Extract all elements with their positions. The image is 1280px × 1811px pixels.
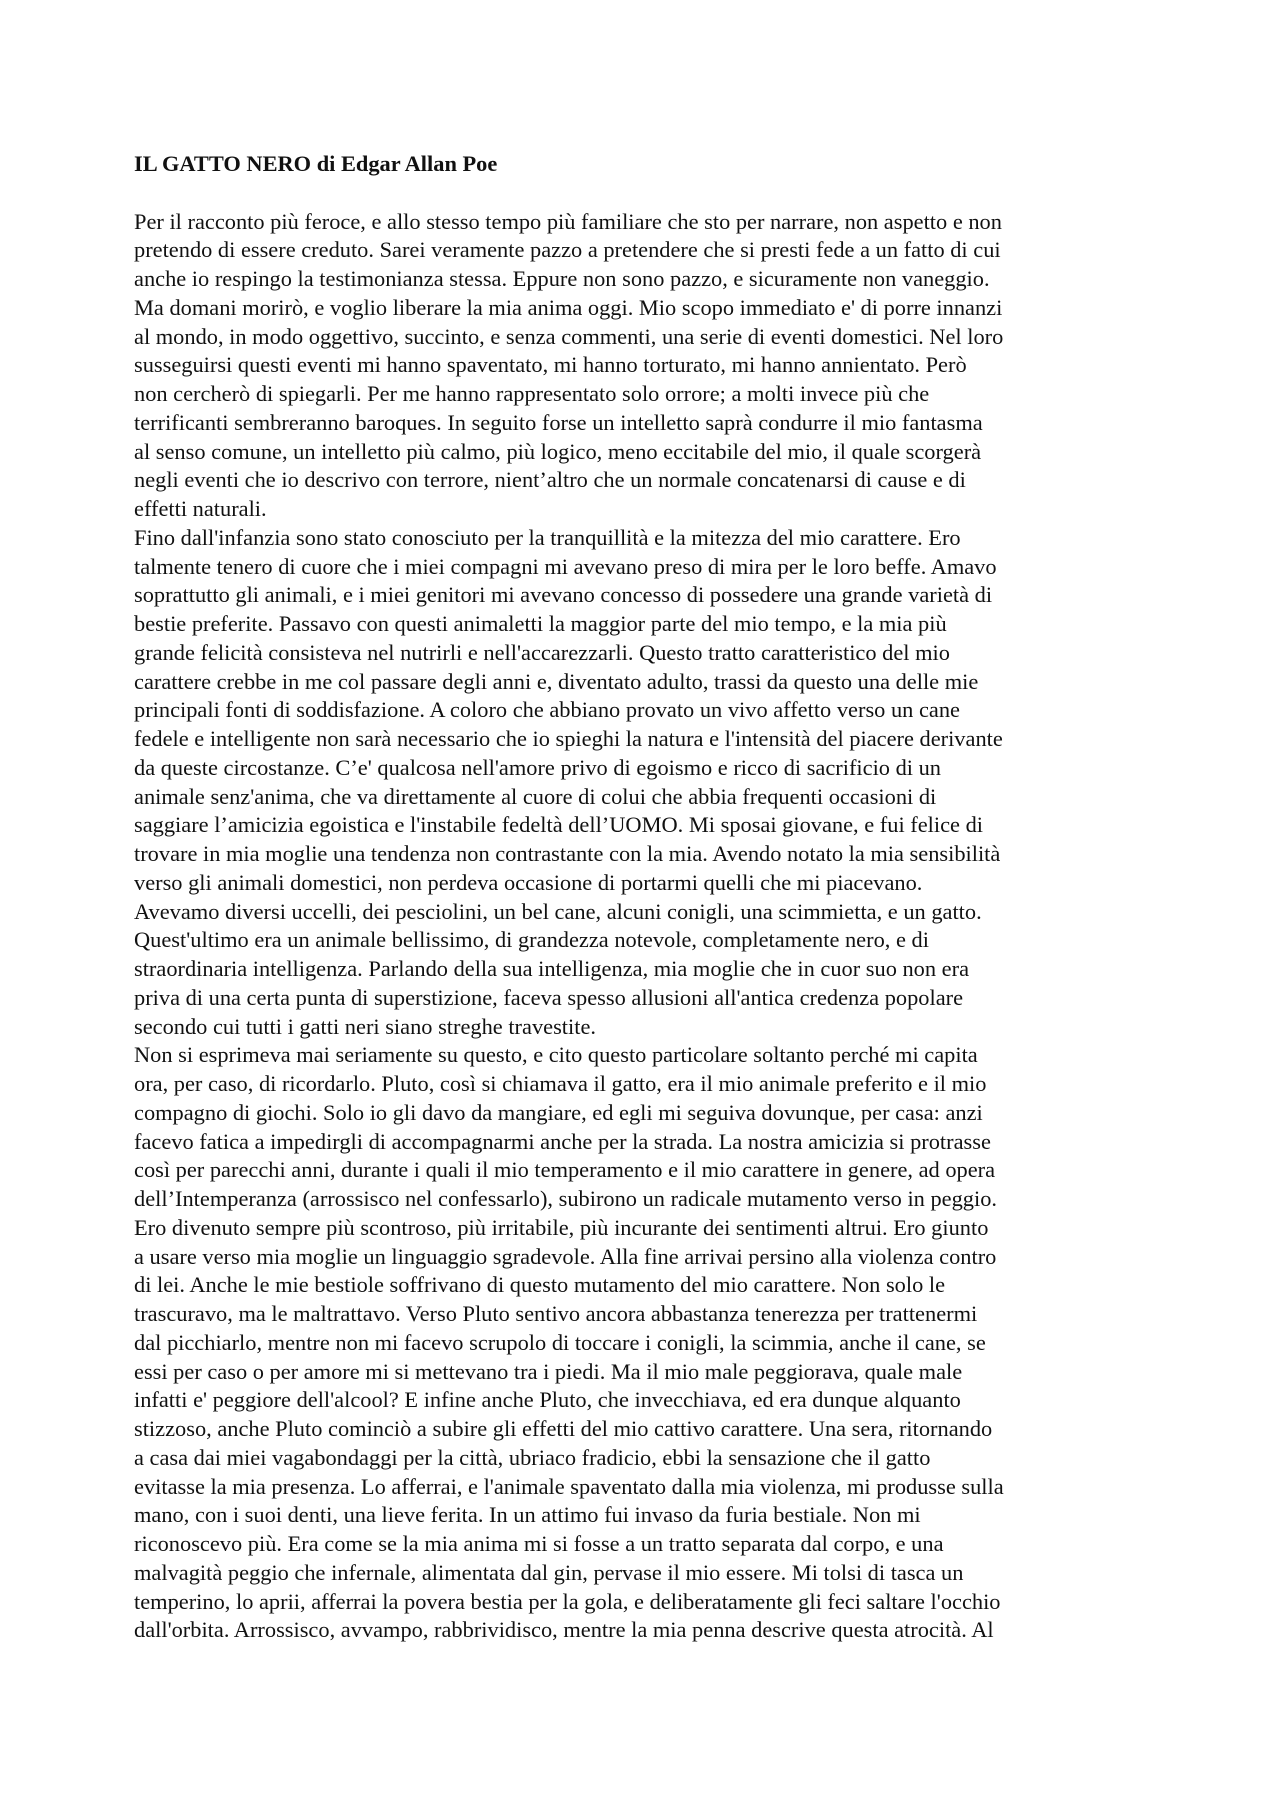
text-line: al mondo, in modo oggettivo, succinto, e senza commenti, una serie di eventi domestici. Nel loro	[134, 323, 1004, 349]
text-line: essi per caso o per amore mi si mettevano tra i piedi. Ma il mio male peggiorava, quale male	[134, 1358, 963, 1384]
text-line: secondo cui tutti i gatti neri siano streghe travestite.	[134, 1013, 596, 1039]
text-line: priva di una certa punta di superstizione, faceva spesso allusioni all'antica credenza popolare	[134, 984, 964, 1010]
text-line: soprattutto gli animali, e i miei genitori mi avevano concesso di possedere una grande varietà di	[134, 582, 993, 608]
text-line: facevo fatica a impedirgli di accompagnarmi anche per la strada. La nostra amicizia si protrasse	[134, 1128, 991, 1154]
text-line: negli eventi che io descrivo con terrore, nient’altro che un normale concatenarsi di cause e di	[134, 467, 966, 493]
text-line: bestie preferite. Passavo con questi animaletti la maggior parte del mio tempo, e la mia più	[134, 611, 947, 636]
text-line: infatti e' peggiore dell'alcool? E infine anche Pluto, che invecchiava, ed era dunque alquanto	[134, 1387, 961, 1413]
text-line: non cercherò di spiegarli. Per me hanno rappresentato solo orrore; a molti invece più che	[134, 381, 930, 406]
text-line: dall'orbita. Arrossisco, avvampo, rabbrividisco, mentre la mia penna descrive questa atrocità. Al	[134, 1617, 994, 1643]
text-line: fedele e intelligente non sarà necessario che io spieghi la natura e l'intensità del piacere derivante	[134, 726, 1003, 751]
text-line: verso gli animali domestici, non perdeva occasione di portarmi quelli che mi piacevano.	[134, 869, 923, 895]
document-page	[134, 150, 1152, 1645]
text-line: da queste circostanze. C’e' qualcosa nell'amore privo di egoismo e ricco di sacrificio di un	[134, 754, 942, 780]
text-line: saggiare l’amicizia egoistica e l'instabile fedeltà dell’UOMO. Mi sposai giovane, e fui felice di	[134, 812, 983, 838]
text-line: Ero divenuto sempre più scontroso, più irritabile, più incurante dei sentimenti altrui. Ero giunto	[134, 1214, 989, 1240]
text-line: riconoscevo più. Era come se la mia anima mi si fosse a un tratto separata dal corpo, e una	[134, 1531, 944, 1556]
text-line: di lei. Anche le mie bestiole soffrivano di questo mutamento del mio carattere. Non solo le	[134, 1272, 946, 1298]
text-line: talmente tenero di cuore che i miei compagni mi avevano preso di mira per le loro beffe. Amavo	[134, 553, 997, 579]
document-title: IL GATTO NERO di Edgar Allan Poe	[134, 151, 498, 176]
text-line: effetti naturali.	[134, 496, 267, 521]
text-line: a casa dai miei vagabondaggi per la città, ubriaco fradicio, ebbi la sensazione che il gatto	[134, 1444, 931, 1470]
document-body	[134, 208, 1152, 1646]
text-line: Non si esprimeva mai seriamente su questo, e cito questo particolare soltanto perché mi capita	[134, 1042, 978, 1068]
text-line: Ma domani morirò, e voglio liberare la mia anima oggi. Mio scopo immediato e' di porre innanzi	[134, 294, 1003, 320]
text-line: ora, per caso, di ricordarlo. Pluto, così si chiamava il gatto, era il mio animale preferito e il mio	[134, 1071, 987, 1096]
text-line: così per parecchi anni, durante i quali il mio temperamento e il mio carattere in genere, ad opera	[134, 1157, 996, 1183]
text-line: Quest'ultimo era un animale bellissimo, di grandezza notevole, completamente nero, e di	[134, 927, 929, 953]
text-line: dal picchiarlo, mentre non mi facevo scrupolo di toccare i conigli, la scimmia, anche il cane, se	[134, 1329, 986, 1355]
text-line: dell’Intemperanza (arrossisco nel confessarlo), subirono un radicale mutamento verso in peggio.	[134, 1186, 997, 1211]
text-line: Per il racconto più feroce, e allo stesso tempo più familiare che sto per narrare, non aspetto e non	[134, 208, 1002, 234]
text-line: compagno di giochi. Solo io gli davo da mangiare, ed egli mi seguiva dovunque, per casa: anzi	[134, 1099, 983, 1125]
text-line: susseguirsi questi eventi mi hanno spaventato, mi hanno torturato, mi hanno annientato. Però	[134, 352, 967, 378]
text-line: malvagità peggio che infernale, alimentata dal gin, pervase il mio essere. Mi tolsi di tasca un	[134, 1559, 964, 1585]
text-line: anche io respingo la testimonianza stessa. Eppure non sono pazzo, e sicuramente non vaneggio.	[134, 266, 990, 291]
text-line: pretendo di essere creduto. Sarei veramente pazzo a pretendere che si presti fede a un fatto di cui	[134, 237, 1001, 263]
text-line: stizzoso, anche Pluto cominciò a subire gli effetti del mio cattivo carattere. Una sera, ritornando	[134, 1416, 993, 1441]
text-line: trovare in mia moglie una tendenza non contrastante con la mia. Avendo notato la mia sensibilità	[134, 841, 1001, 866]
text-line: animale senz'anima, che va direttamente al cuore di colui che abbia frequenti occasioni di	[134, 783, 937, 809]
text-line: trascuravo, ma le maltrattavo. Verso Pluto sentivo ancora abbastanza tenerezza per trattenermi	[134, 1301, 978, 1326]
text-line: a usare verso mia moglie un linguaggio sgradevole. Alla fine arrivai persino alla violenza contro	[134, 1243, 997, 1269]
text-line: evitasse la mia presenza. Lo afferrai, e l'animale spaventato dalla mia violenza, mi produsse sulla	[134, 1473, 1004, 1499]
text-line: carattere crebbe in me col passare degli anni e, diventato adulto, trassi da questo una delle mie	[134, 668, 979, 694]
text-line: al senso comune, un intelletto più calmo, più logico, meno eccitabile del mio, il quale scorgerà	[134, 438, 982, 464]
text-line: Avevamo diversi uccelli, dei pesciolini, un bel cane, alcuni conigli, una scimmietta, e un gatto.	[134, 898, 982, 924]
text-line: mano, con i suoi denti, una lieve ferita. In un attimo fui invaso da furia bestiale. Non mi	[134, 1502, 921, 1528]
text-line: Fino dall'infanzia sono stato conosciuto per la tranquillità e la mitezza del mio carattere. Ero	[134, 524, 961, 550]
text-line: grande felicità consisteva nel nutrirli e nell'accarezzarli. Questo tratto caratteristico del mio	[134, 639, 950, 665]
text-line: straordinaria intelligenza. Parlando della sua intelligenza, mia moglie che in cuor suo non era	[134, 956, 970, 981]
text-line: terrificanti sembreranno baroques. In seguito forse un intelletto saprà condurre il mio fantasma	[134, 409, 983, 435]
text-line: temperino, lo aprii, afferrai la povera bestia per la gola, e deliberatamente gli feci saltare l'occhio	[134, 1588, 1001, 1614]
text-line: principali fonti di soddisfazione. A coloro che abbiano provato un vivo affetto verso un cane	[134, 697, 960, 723]
